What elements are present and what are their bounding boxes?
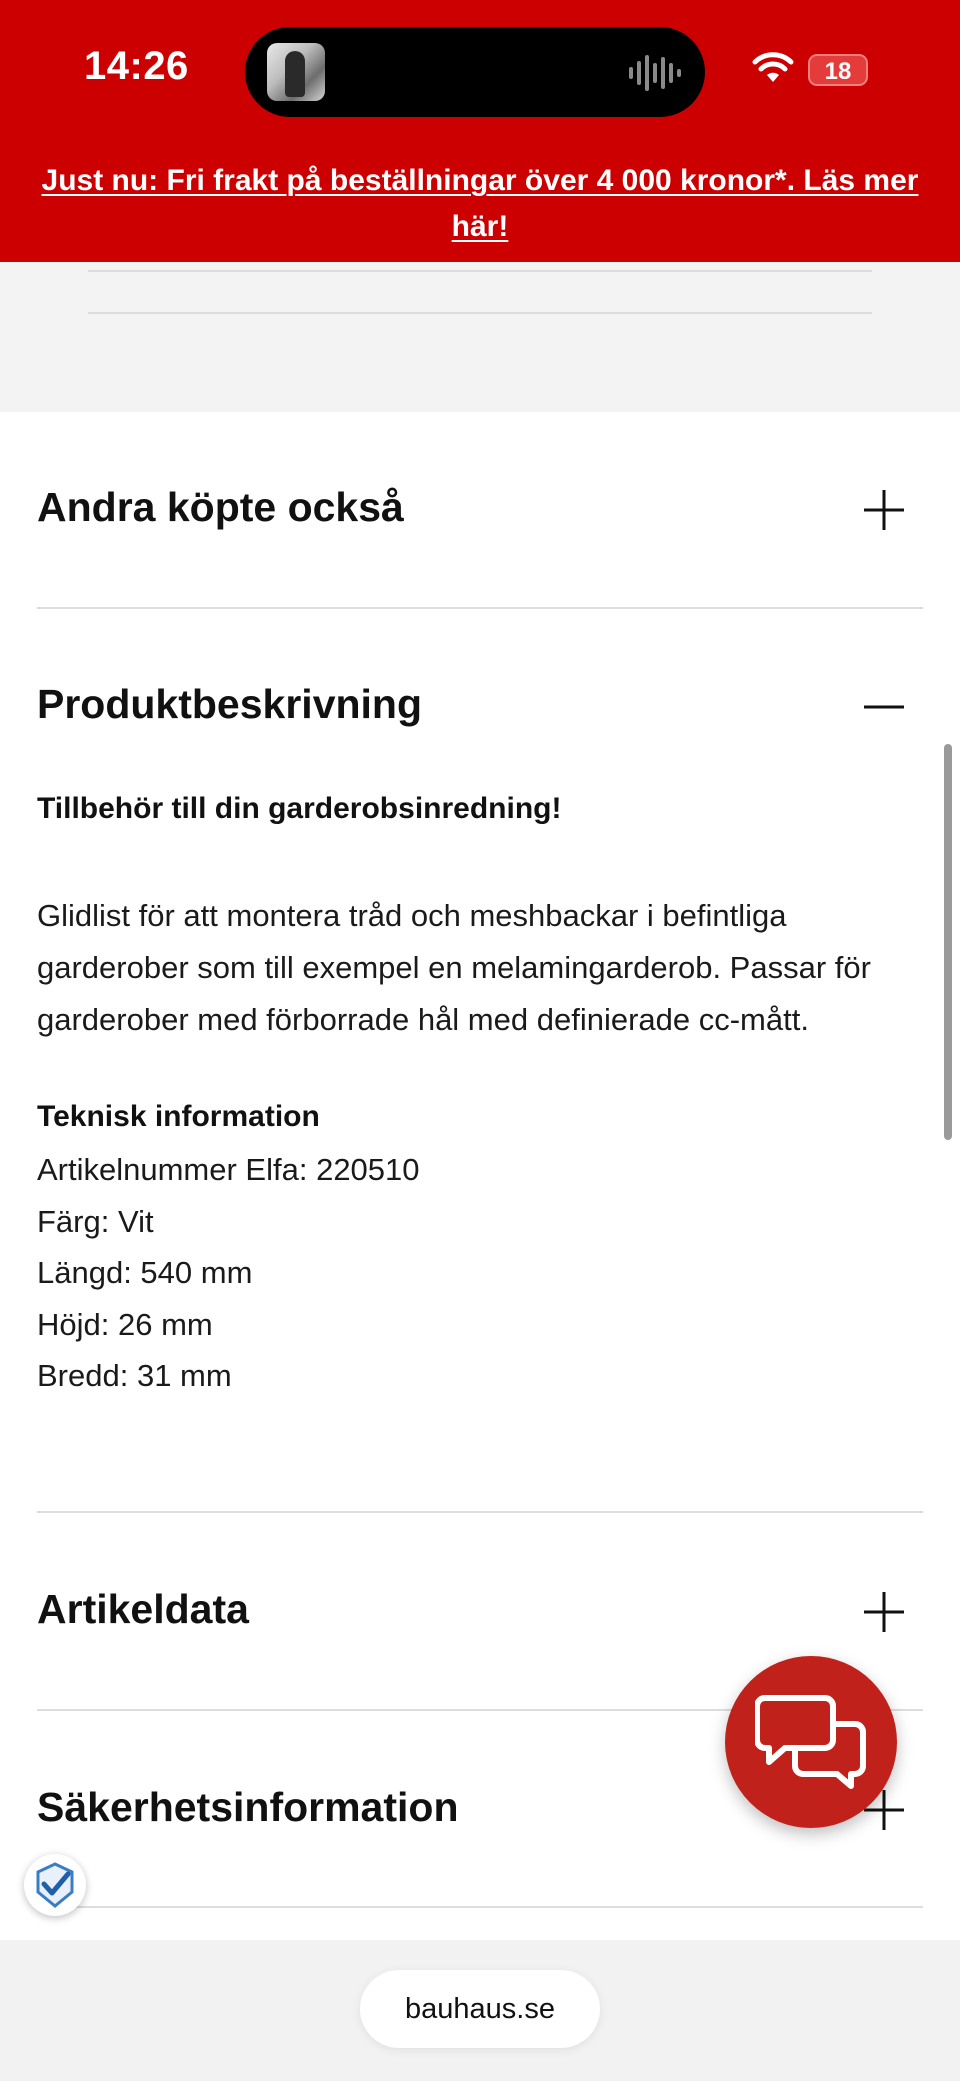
- top-header: [0, 0, 960, 262]
- grey-divider: [88, 270, 872, 272]
- section-title-safety[interactable]: Säkerhetsinformation: [37, 1784, 459, 1830]
- free-shipping-promo-link[interactable]: Just nu: Fri frakt på beställningar över 4 000 kronor*. Läs mer här!: [41, 164, 919, 243]
- section-title-description[interactable]: Produktbeskrivning: [37, 681, 423, 727]
- description-paragraph: Glidlist för att montera tråd och meshbackar i befintliga garderober som till exempel en melamingarderob. Passar för garderober med förborrade hål med definierade cc-mått.: [37, 898, 871, 1037]
- dynamic-island: [245, 27, 705, 117]
- grey-band: [0, 262, 960, 412]
- chat-button[interactable]: [725, 1656, 897, 1828]
- spec-item: Längd: 540 mm: [37, 1255, 253, 1290]
- grey-divider: [88, 312, 872, 314]
- section-divider: [37, 1906, 923, 1908]
- address-bar[interactable]: bauhaus.se: [360, 1970, 600, 2048]
- section-divider: [37, 607, 923, 609]
- section-title-also-bought[interactable]: Andra köpte också: [37, 484, 404, 530]
- minus-icon[interactable]: [862, 685, 906, 729]
- trust-badge[interactable]: [24, 1854, 86, 1916]
- battery-indicator: 18: [808, 54, 868, 86]
- checkmark-shield-icon: [32, 1862, 78, 1908]
- spec-item: Bredd: 31 mm: [37, 1358, 232, 1393]
- plus-icon[interactable]: [862, 488, 906, 532]
- browser-bottom-bar: [0, 1940, 960, 2081]
- status-time: 14:26: [84, 44, 189, 88]
- plus-icon[interactable]: [862, 1590, 906, 1634]
- spec-item: Färg: Vit: [37, 1203, 154, 1239]
- section-divider: [37, 1511, 923, 1513]
- technical-specs-list: [37, 1144, 420, 1402]
- page-scrollbar[interactable]: [944, 744, 952, 1140]
- audio-waveform-icon: [629, 53, 681, 93]
- spec-item: Höjd: 26 mm: [37, 1306, 213, 1342]
- now-playing-thumbnail: [267, 43, 325, 101]
- chat-bubbles-icon: [755, 1694, 867, 1790]
- wifi-icon: [752, 52, 794, 84]
- spec-item: Artikelnummer Elfa: 220510: [37, 1152, 420, 1187]
- section-title-article-data[interactable]: Artikeldata: [37, 1586, 249, 1632]
- description-heading: Tillbehör till din garderobsinredning!: [37, 792, 562, 825]
- technical-info-heading: Teknisk information: [37, 1100, 320, 1133]
